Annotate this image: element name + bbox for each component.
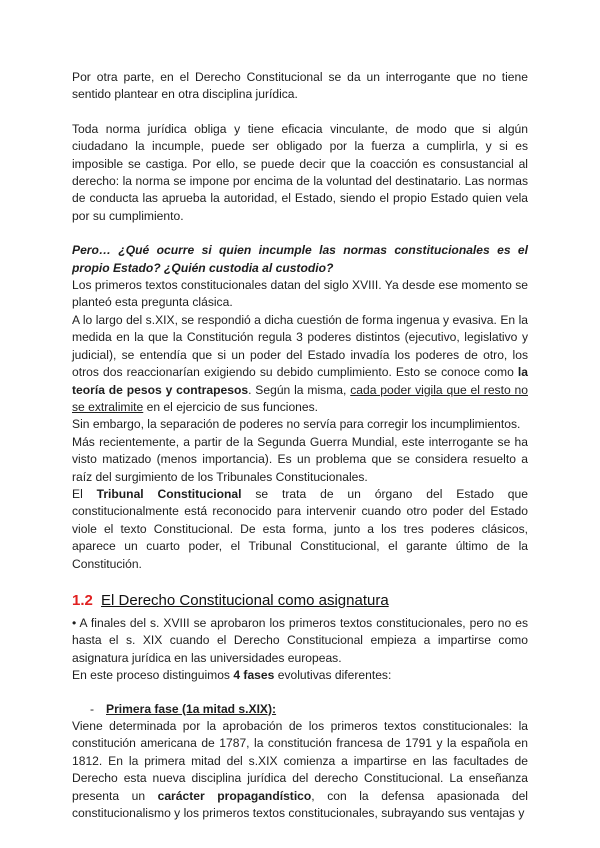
paragraph-subject: • A finales del s. XVIII se aprobaron los primeros textos constitucionales, pero no es hasta el s. XIX cuando el Derecho Constitucional empieza a impartirse como asignatura jurídica en las universidades europeas. bbox=[72, 615, 528, 665]
question-heading: Pero… ¿Qué ocurre si quien incumple las normas constitucionales es el propio Estado? ¿Quién custodia al custodio? bbox=[72, 243, 528, 275]
list-item-first-phase bbox=[72, 701, 528, 718]
dash-marker: - bbox=[90, 701, 95, 716]
paragraph-separation: Sin embargo, la separación de poderes no servía para corregir los incumplimientos. bbox=[72, 417, 521, 432]
text-run: A lo largo del s.XIX, se respondió a dicha cuestión de forma ingenua y evasiva. En la medida en la que la Constitución regula 3 poderes distintos (ejecutivo, legislativo y judicial), se entendía que si un poder del Estado invadía los poderes de otro, los otros dos reaccionarían exigiendo su debido cumplimiento. Esto se conoce como bbox=[72, 312, 528, 380]
paragraph-coercion: Toda norma jurídica obliga y tiene eficacia vinculante, de modo que si algún ciudadano la incumple, puede ser obligado por la fuerza a cumplirla, y si es imposible se castiga. Por ello, se puede decir que la coacción es consustancial al derecho: la norma se impone por encima de la voluntad del destinatario. Las normas de conducta las aprueba la autoridad, el Estado, siendo el propio Estado quien vela por su cumplimiento. bbox=[72, 121, 528, 223]
bold-term: carácter propagandístico bbox=[157, 788, 312, 803]
text-run: se trata de un órgano del Estado que constitucionalmente está reconocido para intervenir cuando otro poder del Estado viole el texto Constitucional. De esta forma, junto a los tres poderes clásicos, aparece un cuarto poder, el Tribunal Constitucional, el garante último de la Constitución. bbox=[72, 486, 528, 571]
section-number: 1.2 bbox=[72, 591, 93, 609]
first-phase-title: Primera fase (1a mitad s.XIX): bbox=[106, 701, 277, 716]
text-run: evolutivas diferentes: bbox=[274, 668, 392, 683]
paragraph-intro: Por otra parte, en el Derecho Constitucional se da un interrogante que no tiene sentido plantear en otra disciplina jurídica. bbox=[72, 70, 528, 102]
paragraph-first-phase bbox=[72, 718, 528, 822]
paragraph-first-texts: Los primeros textos constitucionales datan del siglo XVIII. Ya desde ese momento se planteó esta pregunta clásica. bbox=[72, 278, 528, 310]
document-page bbox=[72, 69, 528, 822]
bold-term: la teoría de pesos y contrapesos bbox=[72, 365, 528, 397]
text-run: En este proceso distinguimos bbox=[72, 668, 234, 683]
underlined-phrase: cada poder vigila que el resto no se extralimite bbox=[72, 382, 529, 414]
paragraph-recent: Más recientemente, a partir de la Segunda Guerra Mundial, este interrogante se ha visto matizado (menos importancia). Es un problema que se considera resuelto a raíz del surgimiento de los Tribunales Constitucionales. bbox=[72, 434, 528, 484]
paragraph-tribunal bbox=[72, 486, 528, 573]
text-run: en el ejercicio de sus funciones. bbox=[143, 399, 319, 414]
paragraph-xix-century bbox=[72, 312, 528, 416]
bold-term: 4 fases bbox=[233, 668, 275, 683]
paragraph-phases bbox=[72, 667, 528, 684]
section-title: El Derecho Constitucional como asignatura bbox=[101, 591, 389, 609]
text-run: Viene determinada por la aprobación de los primeros textos constitucionales: la constitución americana de 1787, la constitución francesa de 1791 y la española en 1812. En la primera mitad del s.XIX comienza a impartirse en las facultades de Derecho esta nueva disciplina jurídica del derecho Constitucional. La enseñanza presenta un bbox=[72, 719, 528, 803]
section-heading bbox=[72, 591, 528, 611]
bold-term: Tribunal Constitucional bbox=[96, 486, 242, 501]
text-run: . Según la misma, bbox=[248, 382, 351, 397]
text-run: , con la defensa apasionada del constitucionalismo y los primeros textos constitucionales, subrayando sus ventajas y bbox=[72, 788, 528, 821]
text-run: El bbox=[72, 486, 97, 501]
